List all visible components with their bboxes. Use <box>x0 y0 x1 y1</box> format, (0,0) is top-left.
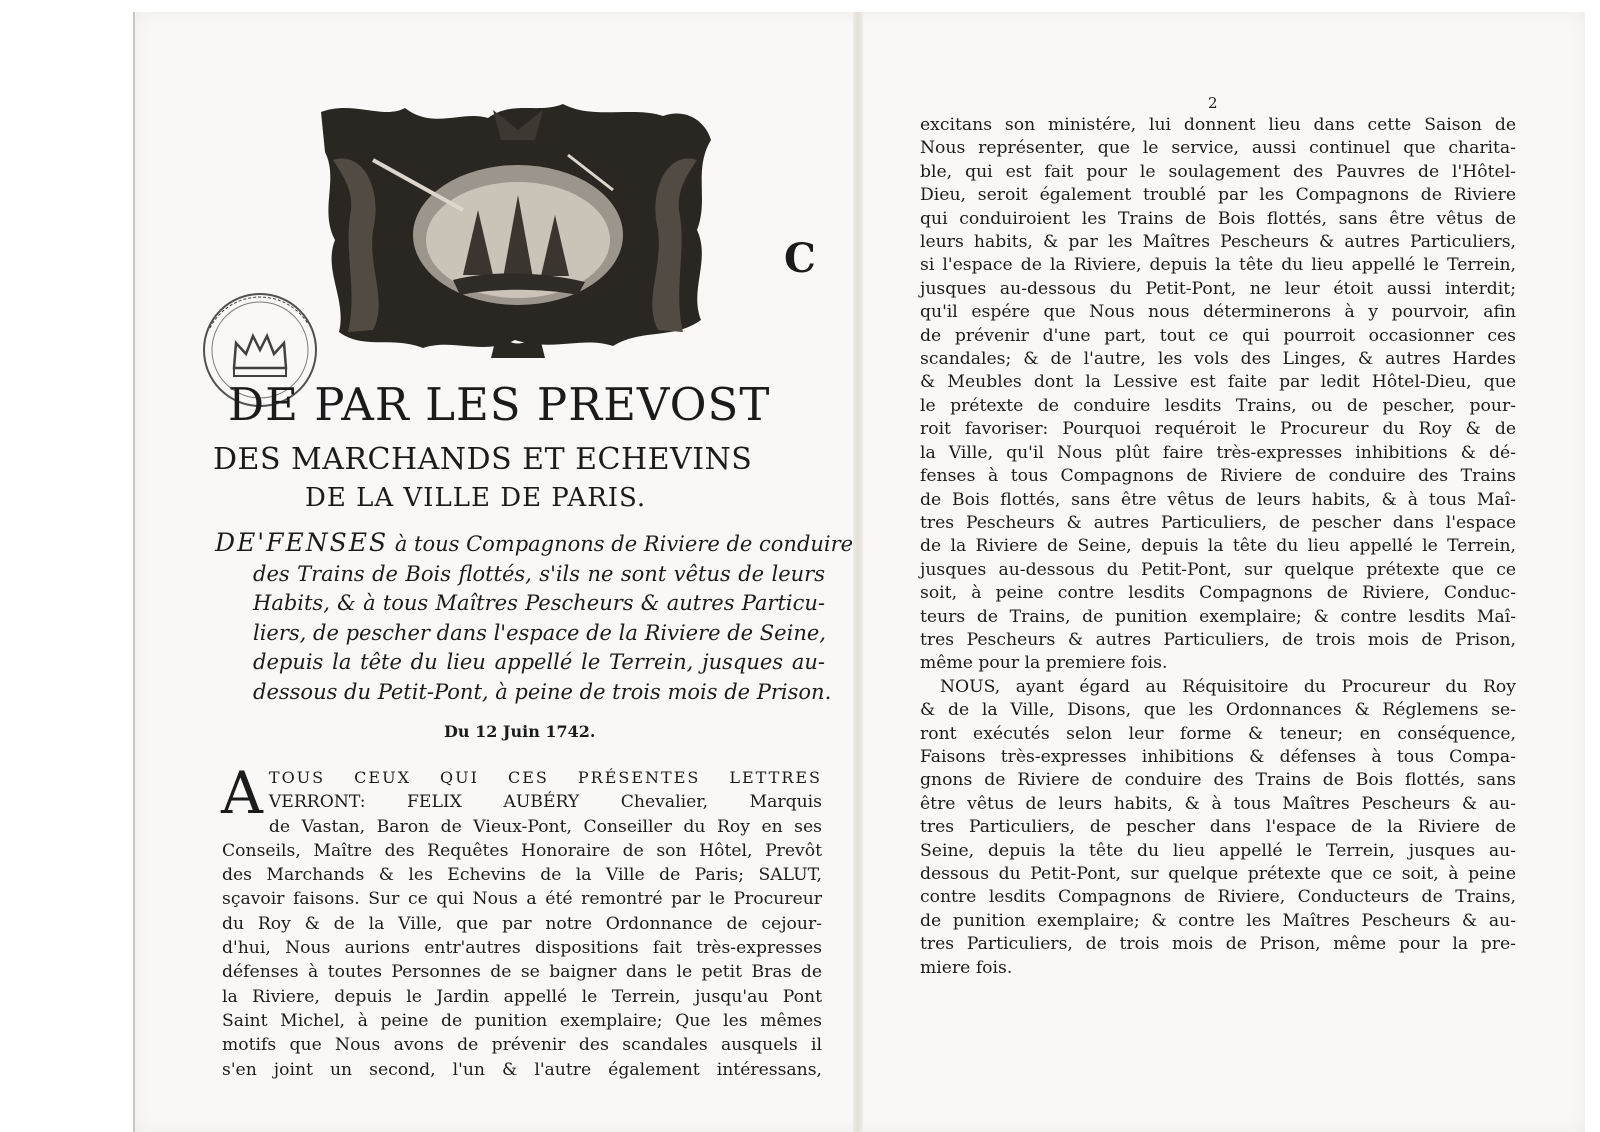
title-line-3: DE LA VILLE DE PARIS. <box>305 483 647 513</box>
defenses-line: liers, de pescher dans l'espace de la Riviere de Seine, <box>253 620 826 645</box>
body-line: Conseils, Maître des Requêtes Honoraire de son Hôtel, Prevôt <box>222 840 822 861</box>
right-body-text <box>920 114 1516 980</box>
body-line: Faisons très-expresses inhibitions & défenses à tous Compa- <box>920 746 1516 767</box>
body-line: gnons de Riviere de conduire des Trains de Bois flottés, sans <box>920 770 1516 791</box>
body-line: TOUS CEUX QUI CES PRÉSENTES LETTRES <box>268 768 822 787</box>
book-gutter <box>853 12 863 1132</box>
body-line: jusques au-dessous du Petit-Pont, ne leur étoit aussi interdit; <box>920 278 1516 299</box>
body-line: le prétexte de conduire lesdits Trains, ou de pescher, pour- <box>920 395 1516 416</box>
body-line: la Ville, qu'il Nous plût faire très-expresses inhibitions & dé- <box>920 442 1516 463</box>
body-line: dessous du Petit-Pont, sur quelque prétexte que ce soit, à peine <box>920 864 1516 884</box>
body-line: Nous représenter, que le service, aussi continuel que charita- <box>920 138 1516 159</box>
defenses-line: Habits, & à tous Maîtres Pescheurs & autres Particu- <box>253 591 825 615</box>
body-line: qui conduiroient les Trains de Bois flottés, sans être vêtus de <box>920 208 1516 229</box>
defenses-line: DE'FENSES à tous Compagnons de Riviere de conduire <box>215 528 854 557</box>
body-line: jusques au-dessous du Petit-Pont, sur quelque prétexte que ce <box>920 559 1516 580</box>
body-line: tres Particuliers, de pescher dans l'espace de la Riviere de <box>920 817 1516 838</box>
engraved-vignette-image <box>313 100 717 362</box>
body-line: de punition exemplaire; & contre les Maîtres Pescheurs & au- <box>920 910 1516 931</box>
body-line: scandales; & de l'autre, les vols des Linges, & autres Hardes <box>920 349 1516 370</box>
body-line: motifs que Nous avons de prévenir des scandales ausquels il <box>222 1035 822 1056</box>
body-line: du Roy & de la Ville, que par notre Ordonnance de cejour- <box>222 913 822 934</box>
body-line: roit favoriser: Pourquoi requéroit le Procureur du Roy & de <box>920 419 1516 440</box>
body-line: & Meubles dont la Lessive est faite par ledit Hôtel-Dieu, que <box>920 372 1516 393</box>
body-line: sçavoir faisons. Sur ce qui Nous a été remontré par le Procureur <box>222 889 822 910</box>
defenses-line: depuis la tête du lieu appellé le Terrein, jusques au- <box>253 650 825 674</box>
body-line: défenses à toutes Personnes de se baigner dans le petit Bras de <box>222 962 822 983</box>
title-line-2: DES MARCHANDS ET ECHEVINS <box>213 442 753 477</box>
defenses-line: des Trains de Bois flottés, s'ils ne sont vêtus de leurs <box>253 561 825 586</box>
body-line: s'en joint un second, l'un & l'autre également intéressans, <box>222 1059 822 1080</box>
body-line: des Marchands & les Echevins de la Ville de Paris; SALUT, <box>222 865 822 886</box>
body-line: de Vastan, Baron de Vieux-Pont, Conseiller du Roy en ses <box>268 816 822 837</box>
left-body-text <box>221 759 822 1082</box>
drop-cap: A <box>221 759 263 827</box>
body-line: & de la Ville, Disons, que les Ordonnances & Réglemens se- <box>920 700 1516 721</box>
body-line: Dieu, seroit également troublé par les Compagnons de Riviere <box>920 185 1516 206</box>
title-line-1: DE PAR LES PREVOST <box>228 378 771 431</box>
body-line: de Bois flottés, sans être vêtus de leurs habits, & à tous Maî- <box>920 489 1516 510</box>
defenses-summary <box>215 528 854 707</box>
body-line: de la Riviere de Seine, depuis la tête du lieu appellé le Terrein, <box>920 536 1516 557</box>
body-line: qu'il espére que Nous nous déterminerons à y pourvoir, afin <box>920 302 1516 323</box>
body-line: miere fois. <box>920 957 1013 978</box>
body-line: même pour la premiere fois. <box>920 653 1168 674</box>
body-line: ront exécutés selon leur forme & teneur; en conséquence, <box>920 723 1516 744</box>
body-line: la Riviere, depuis le Jardin appellé le Terrein, jusqu'au Pont <box>222 986 822 1007</box>
body-line: VERRONT: FELIX AUBÉRY Chevalier, Marquis <box>268 792 822 813</box>
body-line: fenses à tous Compagnons de Riviere de conduire des Trains <box>920 466 1516 487</box>
body-line: Seine, depuis la tête du lieu appellé le Terrein, jusques au- <box>920 840 1516 861</box>
signature-mark: C <box>784 235 816 282</box>
document-date: Du 12 Juin 1742. <box>444 722 596 741</box>
page-number: 2 <box>1208 94 1218 112</box>
body-line: Saint Michel, à peine de punition exemplaire; Que les mêmes <box>222 1010 822 1031</box>
defenses-line: dessous du Petit-Pont, à peine de trois mois de Prison. <box>253 679 832 704</box>
body-line: ble, qui est fait pour le soulagement des Pauvres de l'Hôtel- <box>920 161 1516 182</box>
body-line: leurs habits, & par les Maîtres Pescheurs & autres Particuliers, <box>920 232 1516 253</box>
body-line: tres Pescheurs & autres Particuliers, de trois mois de Prison, <box>920 629 1516 650</box>
body-line: teurs de Trains, de punition exemplaire; & contre lesdits Maî- <box>920 606 1516 627</box>
body-line: excitans son ministére, lui donnent lieu dans cette Saison de <box>920 115 1516 135</box>
body-line: être vêtus de leurs habits, & à tous Maîtres Pescheurs & au- <box>920 793 1516 814</box>
body-line: si l'espace de la Riviere, depuis la tête du lieu appellé le Terrein, <box>920 255 1516 276</box>
body-line: d'hui, Nous aurions entr'autres dispositions fait très-expresses <box>222 938 822 959</box>
body-line: soit, à peine contre lesdits Compagnons de Riviere, Conduc- <box>920 583 1516 604</box>
body-line: de prévenir d'une part, tout ce qui pourroit occasionner ces <box>920 325 1516 346</box>
body-line: contre lesdits Compagnons de Riviere, Conducteurs de Trains, <box>920 887 1516 908</box>
body-line: tres Particuliers, de trois mois de Prison, même pour la pre- <box>920 934 1516 955</box>
defenses-lead: DE'FENSES <box>215 528 389 557</box>
body-line: NOUS, ayant égard au Réquisitoire du Procureur du Roy <box>940 676 1516 697</box>
body-line: tres Pescheurs & autres Particuliers, de pescher dans l'espace <box>920 512 1516 533</box>
